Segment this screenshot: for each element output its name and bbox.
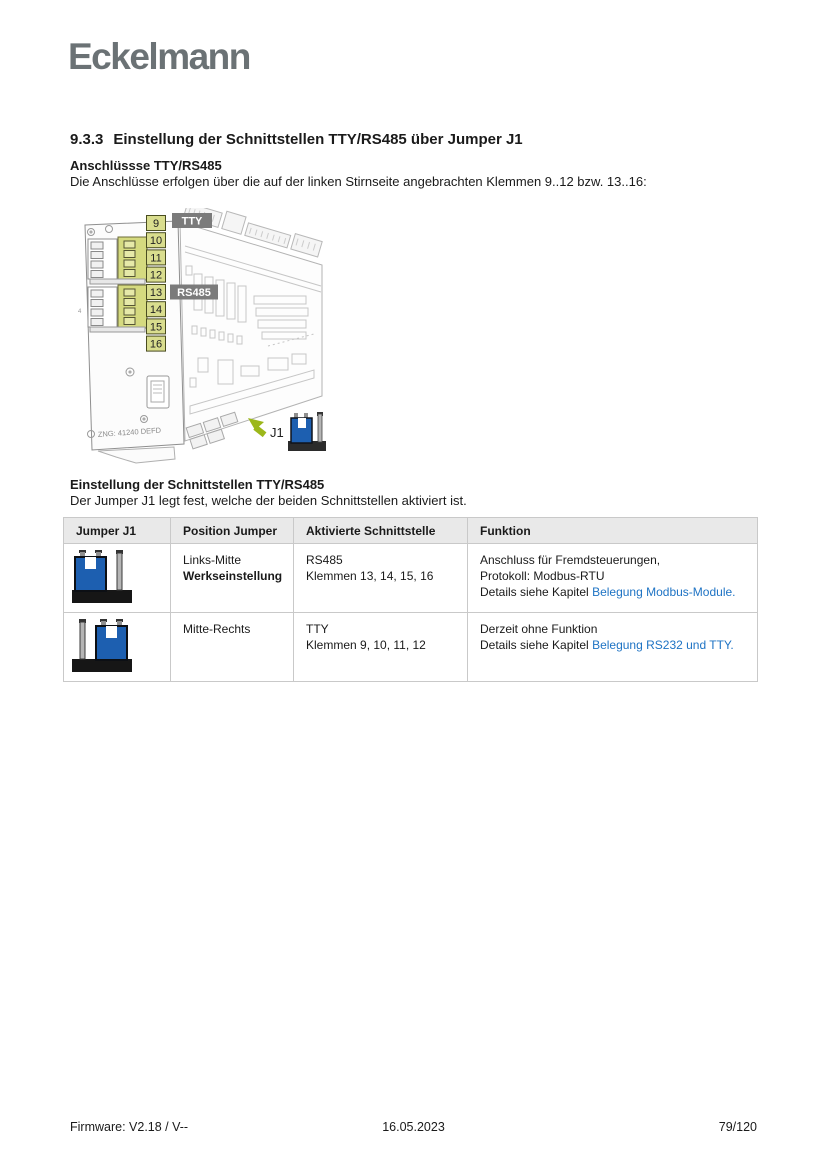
- rj45-jack-art: [147, 376, 169, 408]
- position-line: Mitte-Rechts: [183, 622, 251, 637]
- interface-line: Klemmen 13, 14, 15, 16: [306, 569, 434, 584]
- funktion-cell: [468, 613, 758, 682]
- position-line: Links-Mitte: [183, 553, 242, 567]
- jumper-links-mitte-icon: [72, 550, 136, 604]
- funktion-details-line: [480, 637, 745, 653]
- link-belegung-rs232-tty[interactable]: Belegung RS232 und TTY: [592, 638, 731, 653]
- table-header-row: [64, 518, 758, 544]
- interface-line: RS485: [306, 553, 343, 567]
- footer-page-number: 79/120: [718, 1120, 757, 1134]
- terminal-label-13: 13: [149, 287, 163, 299]
- details-prefix: Details siehe Kapitel: [480, 585, 593, 600]
- page-footer: [70, 1120, 757, 1134]
- jumper-icon: [288, 412, 326, 451]
- funktion-line: Derzeit ohne Funktion: [480, 622, 598, 637]
- section-heading: [70, 131, 523, 148]
- funktion-details-line: [480, 584, 745, 600]
- jumper-settings-table: [63, 517, 758, 682]
- col-header-interface: Aktivierte Schnittstelle: [294, 518, 468, 544]
- funktion-cell: [468, 544, 758, 613]
- j1-annotation: [248, 412, 326, 451]
- settings-body: Der Jumper J1 legt fest, welche der beiden Schnittstellen aktiviert ist.: [70, 493, 467, 508]
- terminal-label-12: 12: [149, 269, 163, 282]
- interface-cell: [294, 544, 468, 613]
- board-part-number: ZNG: 41240 DEFD: [97, 425, 162, 439]
- funktion-line: Anschluss für Fremdsteuerungen,: [480, 553, 661, 567]
- eckelmann-logo: Eckelmann: [68, 36, 250, 77]
- details-prefix: Details siehe Kapitel: [480, 638, 593, 653]
- col-header-funktion: Funktion: [468, 518, 758, 544]
- details-suffix: .: [730, 638, 734, 653]
- table-row: [64, 544, 758, 613]
- col-header-jumper: Jumper J1: [64, 518, 171, 544]
- jumper-image-cell: [64, 613, 171, 682]
- interface-line: Klemmen 9, 10, 11, 12: [306, 638, 426, 653]
- footer-firmware: Firmware: V2.18 / V--: [70, 1120, 189, 1134]
- terminal-label-9: 9: [152, 218, 160, 230]
- green-arrow-icon: [248, 418, 266, 437]
- position-cell: [171, 613, 294, 682]
- terminal-label-14: 14: [149, 304, 163, 317]
- link-belegung-modbus-module[interactable]: Belegung Modbus-Module: [592, 585, 733, 600]
- interface-line: TTY: [306, 622, 329, 637]
- board-art: [180, 208, 323, 449]
- table-row: [64, 613, 758, 682]
- connections-heading: Anschlüssse TTY/RS485: [70, 158, 222, 173]
- jumper-image-cell: [64, 544, 171, 613]
- jumper-mitte-rechts-icon: [72, 619, 136, 673]
- section-number: 9.3.3: [70, 131, 104, 148]
- board-diagram: [78, 208, 340, 464]
- funktion-line: Protokoll: Modbus-RTU: [480, 569, 605, 584]
- settings-heading: Einstellung der Schnittstellen TTY/RS485: [70, 477, 325, 492]
- terminal-blocks: [88, 237, 147, 332]
- terminal-label-10: 10: [149, 235, 163, 248]
- footer-date: 16.05.2023: [382, 1120, 445, 1134]
- connections-body: Die Anschlüsse erfolgen über die auf der linken Stirnseite angebrachten Klemmen 9..12 bzw. 13..16:: [70, 174, 647, 189]
- position-line-bold: Werkseinstellung: [183, 569, 283, 584]
- interface-cell: [294, 613, 468, 682]
- details-suffix: .: [732, 585, 736, 600]
- terminal-label-11: 11: [150, 252, 162, 265]
- terminal-label-15: 15: [149, 321, 163, 334]
- terminal-label-16: 16: [149, 338, 163, 351]
- tty-tag: TTY: [181, 215, 203, 228]
- side-mark: 4: [78, 309, 82, 315]
- col-header-position: Position Jumper: [171, 518, 294, 544]
- position-cell: [171, 544, 294, 613]
- rs485-tag: RS485: [177, 287, 211, 299]
- section-title: Einstellung der Schnittstellen TTY/RS485 über Jumper J1: [113, 131, 523, 148]
- j1-label: J1: [270, 425, 284, 440]
